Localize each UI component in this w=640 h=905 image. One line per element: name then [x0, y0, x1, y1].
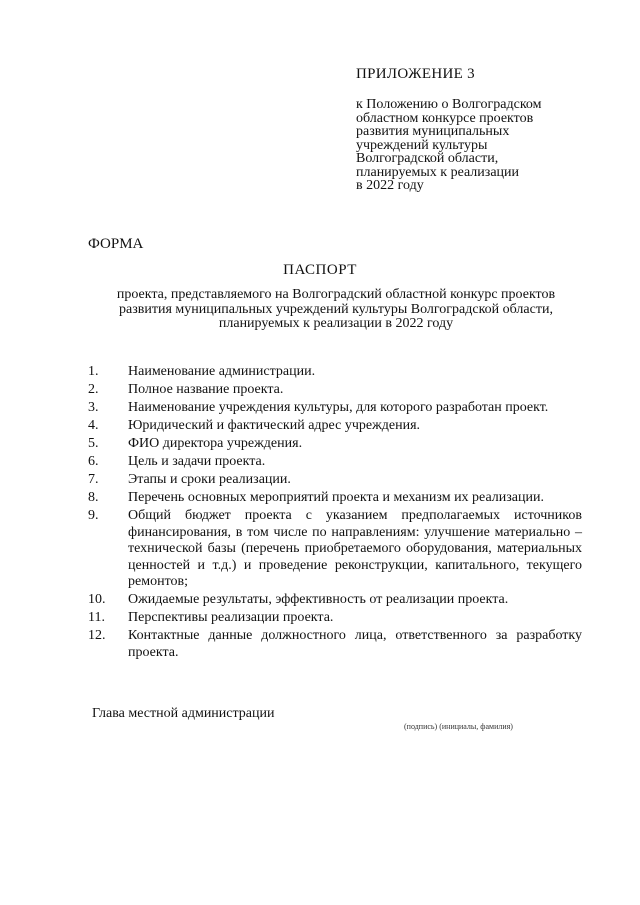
- signature-hint: (подпись) (инициалы, фамилия): [404, 722, 513, 731]
- passport-subtitle-line: проекта, представляемого на Волгоградский областной конкурс проектов: [116, 287, 556, 302]
- item-number: 9.: [88, 508, 99, 523]
- list-item: [88, 592, 582, 609]
- passport-items-list: [88, 364, 582, 663]
- item-text: Перечень основных мероприятий проекта и механизм их реализации.: [128, 490, 544, 505]
- item-text: Цель и задачи проекта.: [128, 454, 266, 469]
- item-number: 1.: [88, 364, 99, 379]
- appendix-line: в 2022 году: [356, 178, 424, 193]
- item-text: Юридический и фактический адрес учреждения.: [128, 418, 421, 433]
- list-item: [88, 472, 582, 489]
- item-number: 7.: [88, 472, 99, 487]
- item-text: Наименование учреждения культуры, для которого разработан проект.: [128, 400, 549, 415]
- list-item: [88, 364, 582, 381]
- appendix-line: областном конкурсе проектов: [356, 110, 534, 126]
- list-item: [88, 418, 582, 435]
- passport-subtitle-line: развития муниципальных учреждений культуры Волгоградской области,: [119, 301, 553, 317]
- passport-subtitle: [90, 288, 582, 332]
- item-text: Наименование администрации.: [128, 364, 316, 379]
- item-number: 8.: [88, 490, 99, 505]
- item-number: 4.: [88, 418, 99, 433]
- item-number: 3.: [88, 400, 99, 415]
- item-text: Этапы и сроки реализации.: [128, 472, 291, 487]
- item-text: Общий бюджет проекта с указанием предполагаемых источников финансирования, в том числе по направлениям: улучшение материально – технической базы (перечень приобретаемого оборудования, материальных ценностей и т.д.) и проведение реконструкции, капитального, текущего ремонтов;: [128, 508, 582, 589]
- item-number: 5.: [88, 436, 99, 451]
- form-label: ФОРМА: [88, 236, 144, 252]
- passport-subtitle-line: планируемых к реализации в 2022 году: [218, 316, 454, 331]
- list-item: [88, 382, 582, 399]
- appendix-line: учреждений культуры: [356, 137, 488, 153]
- appendix-line: Волгоградской области,: [356, 151, 499, 166]
- list-item: [88, 628, 582, 661]
- appendix-subtitle: [356, 98, 596, 193]
- list-item: [88, 400, 582, 417]
- item-text: Перспективы реализации проекта.: [128, 610, 334, 625]
- signature-label: Глава местной администрации: [92, 706, 275, 721]
- appendix-line: развития муниципальных: [356, 124, 510, 139]
- item-number: 2.: [88, 382, 99, 397]
- list-item: [88, 454, 582, 471]
- item-text: Полное название проекта.: [128, 382, 284, 397]
- item-number: 10.: [88, 592, 106, 607]
- item-number: 12.: [88, 628, 106, 643]
- item-number: 11.: [88, 610, 105, 625]
- list-item: [88, 436, 582, 453]
- item-text: Ожидаемые результаты, эффективность от реализации проекта.: [128, 592, 509, 607]
- item-text: ФИО директора учреждения.: [128, 436, 303, 451]
- list-item: [88, 610, 582, 627]
- item-text: Контактные данные должностного лица, ответственного за разработку проекта.: [128, 628, 582, 660]
- item-number: 6.: [88, 454, 99, 469]
- list-item: [88, 490, 582, 507]
- appendix-line: к Положению о Волгоградском: [356, 97, 542, 112]
- list-item: [88, 508, 582, 591]
- appendix-title: ПРИЛОЖЕНИЕ 3: [356, 66, 475, 82]
- passport-title: ПАСПОРТ: [283, 262, 357, 278]
- appendix-line: планируемых к реализации: [356, 164, 520, 180]
